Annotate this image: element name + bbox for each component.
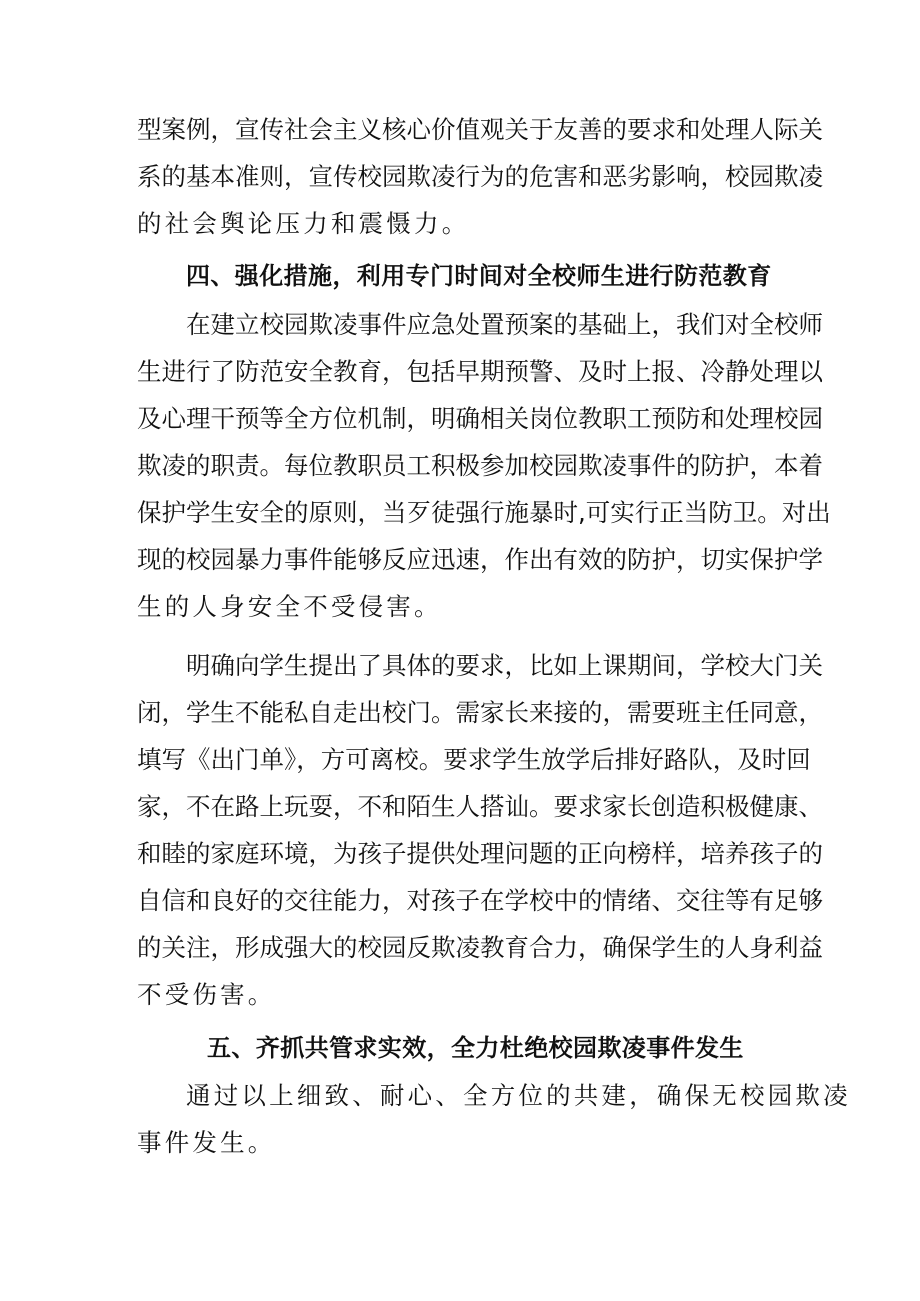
text-line: 保护学生安全的原则，当歹徒强行施暴时,可实行正当防卫。对出 [137, 498, 831, 527]
text-line: 闭，学生不能私自走出校门。需家长来接的，需要班主任同意， [137, 698, 823, 727]
text-line: 生的人身安全不受侵害。 [137, 592, 442, 621]
text-line: 现的校园暴力事件能够反应迅速，作出有效的防护，切实保护学 [137, 545, 823, 574]
text-line: 及心理干预等全方位机制，明确相关岗位教职工预防和处理校园 [137, 404, 823, 433]
text-line: 事件发生。 [137, 1128, 276, 1157]
paragraph-top [137, 106, 823, 247]
text-line: 自信和良好的交往能力，对孩子在学校中的情绪、交往等有足够 [137, 886, 823, 915]
text-line: 通过以上细致、耐心、全方位的共建，确保无校园欺凌 [186, 1081, 851, 1110]
section-heading-4: 四、强化措施，利用专门时间对全校师生进行防范教育 [186, 262, 772, 290]
paragraph-4b [137, 642, 823, 1018]
text-line: 和睦的家庭环境，为孩子提供处理问题的正向榜样，培养孩子的 [137, 839, 823, 868]
text-line: 填写《出门单》，方可离校。要求学生放学后排好路队，及时回 [137, 745, 811, 774]
text-line: 系的基本准则，宣传校园欺凌行为的危害和恶劣影响，校园欺凌 [137, 162, 823, 191]
text-line: 型案例，宣传社会主义核心价值观关于友善的要求和处理人际关 [137, 115, 823, 144]
text-line: 不受伤害。 [137, 980, 276, 1009]
text-line: 的关注，形成强大的校园反欺凌教育合力，确保学生的人身利益 [137, 933, 823, 962]
text-line: 欺凌的职责。每位教职员工积极参加校园欺凌事件的防护，本着 [137, 451, 823, 480]
text-line: 生进行了防范安全教育，包括早期预警、及时上报、冷静处理以 [137, 357, 823, 386]
text-line: 家，不在路上玩耍，不和陌生人搭讪。要求家长创造积极健康、 [137, 792, 823, 821]
paragraph-5 [137, 1072, 851, 1166]
text-line: 明确向学生提出了具体的要求，比如上课期间，学校大门关 [186, 651, 823, 680]
paragraph-4a [137, 301, 831, 630]
text-line: 在建立校园欺凌事件应急处置预案的基础上，我们对全校师 [186, 310, 823, 339]
section-heading-5: 五、齐抓共管求实效，全力杜绝校园欺凌事件发生 [207, 1034, 744, 1062]
text-line: 的社会舆论压力和震慑力。 [137, 209, 470, 238]
